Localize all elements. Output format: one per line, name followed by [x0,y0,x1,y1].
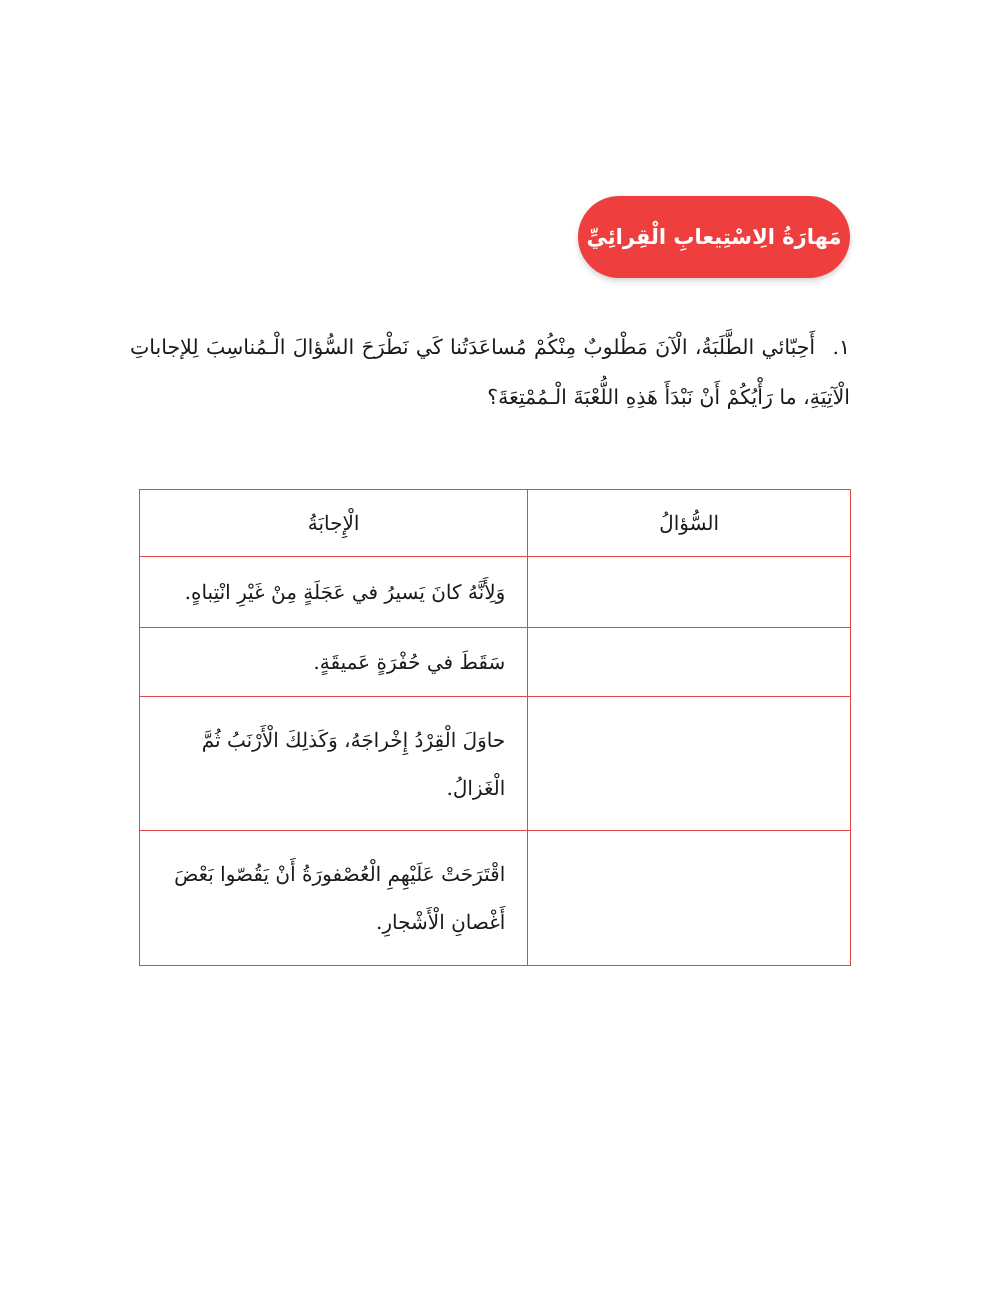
answer-cell: سَقَطَ في حُفْرَةٍ عَميقَةٍ. [140,628,528,697]
instruction-text: أَحِبّائي الطَّلَبَةُ، الْآنَ مَطْلوبٌ مِنْكُمْ مُساعَدَتُنا كَي نَطْرَحَ السُّؤالَ الْـمُناسِبَ لِلإجاباتِ الْآتِيَةِ، ما رَأْيُكُمْ أَنْ نَبْدَأَ هَذِهِ اللُّعْبَةَ الْـمُمْتِعَةَ؟ [130,335,850,409]
table-row [140,628,851,697]
table-row [140,557,851,628]
instruction-paragraph [130,322,850,422]
table-header-row [140,490,851,557]
answer-column-header: الْإِجابَةُ [140,490,528,557]
question-cell[interactable] [528,697,851,831]
answer-cell: وَلِأَنَّهُ كانَ يَسيرُ في عَجَلَةٍ مِنْ غَيْرِ انْتِباهٍ. [140,557,528,628]
section-title: مَهارَةُ الِاسْتِيعابِ الْقِرائِيِّ [586,225,842,249]
question-column-header: السُّؤالُ [528,490,851,557]
table-row [140,831,851,966]
answer-cell: حاوَلَ الْقِرْدُ إِخْراجَهُ، وَكَذلِكَ الْأَرْنَبُ ثُمَّ الْغَزالُ. [140,697,528,831]
question-number: ١. [832,335,850,359]
question-cell[interactable] [528,557,851,628]
table-row [140,697,851,831]
answer-cell: اقْتَرَحَتْ عَلَيْهِمِ الْعُصْفورَةُ أَنْ يَقُصّوا بَعْضَ أَغْصانِ الْأَشْجارِ. [140,831,528,966]
question-answer-table [139,489,851,966]
question-cell[interactable] [528,831,851,966]
section-title-badge [578,196,850,278]
question-cell[interactable] [528,628,851,697]
